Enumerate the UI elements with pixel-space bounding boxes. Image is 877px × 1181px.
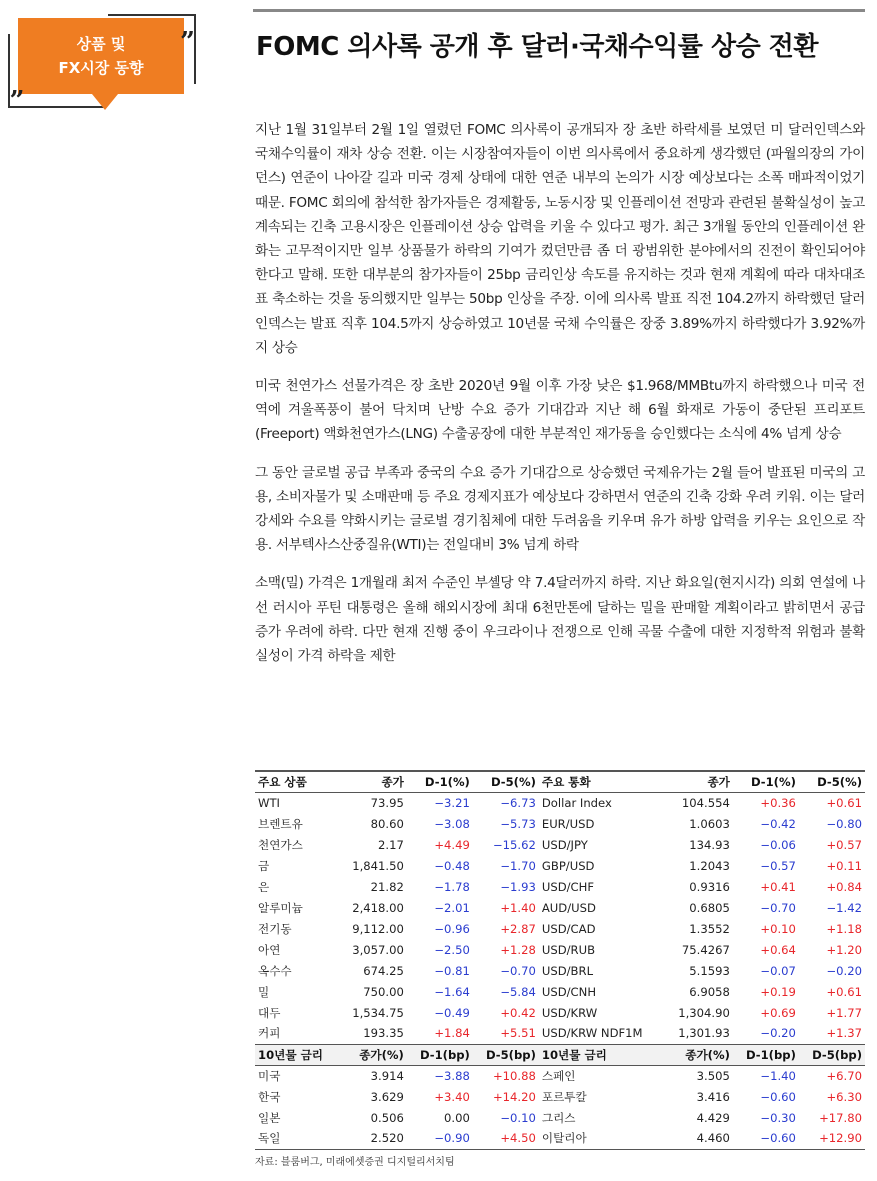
table-cell: −3.08 (434, 816, 470, 831)
table-cell: −0.70 (760, 900, 796, 915)
badge-tail (92, 94, 118, 110)
table-cell: 4.460 (665, 1128, 733, 1149)
table-cell: 6.9058 (689, 984, 730, 999)
table-row (255, 876, 865, 897)
table-cell: +0.69 (760, 1005, 796, 1020)
table-cell: 0.9316 (689, 879, 730, 894)
table-header-row (255, 1044, 865, 1065)
table-cell: −1.40 (760, 1068, 796, 1083)
table-cell: EUR/USD (541, 816, 595, 831)
column-header: 10년물 금리 (255, 1044, 339, 1065)
table-cell: 은 (258, 879, 270, 894)
table-cell: 0.506 (370, 1110, 404, 1125)
table-cell: −2.01 (434, 900, 470, 915)
table-cell: 1,301.93 (678, 1026, 730, 1041)
table-row (255, 1107, 865, 1128)
table-cell: 대두 (258, 1005, 281, 1020)
table-row (255, 981, 865, 1002)
table-cell: USD/JPY (541, 837, 588, 852)
table-cell: +5.51 (500, 1026, 536, 1041)
table-cell: +6.30 (826, 1089, 862, 1104)
source-note: 자료: 블룸버그, 미래에셋증권 디지털리서치팀 (255, 1156, 455, 1168)
table-cell: −2.50 (434, 942, 470, 957)
table-cell: 0.6805 (689, 900, 730, 915)
table-cell: USD/KRW (541, 1005, 598, 1020)
table-cell: 2,418.00 (352, 900, 404, 915)
table-cell: 그리스 (541, 1110, 576, 1125)
table-cell: −6.73 (500, 795, 536, 810)
table-cell: −0.60 (760, 1089, 796, 1104)
table-cell: 천연가스 (258, 837, 303, 852)
column-header: D-5(bp) (799, 1044, 865, 1065)
paragraph: 소맥(밀) 가격은 1개월래 최저 수준인 부셸당 약 7.4달러까지 하락. 지난 화요일(현지시각) 의회 연설에 나선 러시아 푸틴 대통령은 올해 해외시장에 최대 6천만톤에 달하는 밀을 판매할 계획이라고 밝히면서 공급증가 우려에 하락. 다만 현재 진행 중이 우크라이나 전쟁으로 인해 곡물 수출에 대한 지정학적 위험과 불확실성이 가격 하락을 제한 (255, 575, 865, 665)
table-cell: 브렌트유 (258, 816, 303, 831)
market-table-section (255, 770, 865, 1168)
table-cell: 금 (258, 858, 270, 873)
table-cell: +4.50 (473, 1128, 539, 1149)
table-cell: 포르투칼 (541, 1089, 587, 1104)
column-header: D-5(%) (799, 771, 865, 792)
table-cell: +0.19 (760, 984, 796, 999)
badge-frame-bottom (8, 106, 104, 108)
table-cell: +0.41 (760, 879, 796, 894)
table-cell: −1.78 (434, 879, 470, 894)
table-header-row (255, 771, 865, 792)
close-quote-icon: ” (180, 27, 195, 57)
table-cell: −0.70 (500, 963, 536, 978)
column-header: D-1(%) (407, 771, 473, 792)
table-row (255, 792, 865, 813)
table-cell: −0.30 (760, 1110, 796, 1125)
table-cell: 1.2043 (689, 858, 730, 873)
table-cell: +17.80 (819, 1110, 862, 1125)
title-rule (253, 9, 865, 12)
table-cell: +0.57 (826, 837, 862, 852)
column-header: 종가 (665, 771, 733, 792)
table-cell: −0.48 (434, 858, 470, 873)
table-cell: −3.21 (434, 795, 470, 810)
table-cell: −0.57 (760, 858, 796, 873)
badge-line1: 상품 및 (76, 35, 126, 53)
table-cell: 일본 (258, 1110, 281, 1125)
table-cell: −15.62 (492, 837, 536, 852)
table-row (255, 813, 865, 834)
table-row (255, 939, 865, 960)
table-cell: USD/BRL (541, 963, 594, 978)
table-cell: +0.11 (826, 858, 862, 873)
table-cell: 4.429 (696, 1110, 730, 1125)
table-cell: −0.42 (760, 816, 796, 831)
table-row (255, 960, 865, 981)
table-cell: +1.20 (826, 942, 862, 957)
table-row (255, 1128, 865, 1149)
table-cell: +14.20 (492, 1089, 536, 1104)
table-cell: +4.49 (434, 837, 470, 852)
table-cell: 193.35 (363, 1026, 404, 1041)
badge-box (18, 18, 184, 94)
table-cell: USD/KRW NDF1M (541, 1026, 643, 1041)
table-cell: +6.70 (826, 1068, 862, 1083)
table-cell: 75.4267 (681, 942, 730, 957)
table-cell: −5.73 (500, 816, 536, 831)
table-cell: 104.554 (681, 795, 730, 810)
table-cell: −1.64 (434, 984, 470, 999)
table-cell: +2.87 (500, 921, 536, 936)
table-cell: −0.20 (826, 963, 862, 978)
table-row (255, 897, 865, 918)
table-cell: −3.88 (434, 1068, 470, 1083)
table-cell: 3.914 (370, 1068, 404, 1083)
table-cell: 3,057.00 (352, 942, 404, 957)
table-row (255, 834, 865, 855)
table-cell: −0.49 (434, 1005, 470, 1020)
column-header: D-1(%) (733, 771, 799, 792)
open-quote-icon: „ (10, 71, 25, 101)
table-cell: 전기동 (258, 921, 292, 936)
paragraph: 지난 1월 31일부터 2월 1일 열렸던 FOMC 의사록이 공개되자 장 초반 하락세를 보였던 미 달러인덱스와 국채수익률이 재차 상승 전환. 이는 시장참여자들이 이번 의사록에서 중요하게 생각했던 (파월의장의 가이던스) 연준이 나아갈 길과 미국 경제 상태에 대한 연준 내부의 논의가 시장 예상보다는 소폭 매파적이었기 때문. FOMC 회의에 참석한 참가자들은 경제활동, 노동시장 및 인플레이션 전망과 관련된 불확실성이 높고 계속되는 긴축 고용시장은 인플레이션 상승 압력을 키울 수 있다고 평가. 최근 3개월 동안의 인플레이션 완화는 고무적이지만 일부 상품물가 하락의 기여가 컸던만큼 좀 더 광범위한 분야에서의 진전이 확인되어야 한다고 말해. 또한 대부분의 참가자들이 25bp 금리인상 속도를 유지하는 것과 현재 계획에 따라 대차대조표 축소하는 것을 동의했지만 일부는 50bp 인상을 주장. 이에 의사록 발표 직전 104.2까지 하락했던 달러인덱스는 발표 직후 104.5까지 상승하였고 10년물 국채 수익률은 장중 3.89%까지 하락했다가 3.92%까지 상승 (255, 122, 865, 356)
column-header: D-1(bp) (407, 1044, 473, 1065)
table-row (255, 1065, 865, 1086)
table-cell: −1.93 (500, 879, 536, 894)
badge-line2: FX시장 동향 (58, 59, 144, 77)
table-cell: +0.42 (500, 1005, 536, 1020)
table-cell: 아연 (258, 942, 281, 957)
table-row (255, 1086, 865, 1107)
badge-frame-top (108, 14, 196, 16)
table-cell: USD/CNH (541, 984, 597, 999)
column-header: 주요 상품 (255, 771, 339, 792)
table-cell: −1.70 (500, 858, 536, 873)
paragraph: 미국 천연가스 선물가격은 장 초반 2020년 9월 이후 가장 낮은 $1.968/MMBtu까지 하락했으나 미국 전역에 겨울폭풍이 불어 닥치며 난방 수요 증가 기대감과 지난 해 6월 화재로 가동이 중단된 프리포트(Freeport) 액화천연가스(LNG) 수출공장에 대한 부분적인 재가동을 승인했다는 소식에 4% 넘게 상승 (255, 378, 865, 443)
table-cell: +0.10 (760, 921, 796, 936)
table-cell: −0.07 (760, 963, 796, 978)
table-cell: USD/CHF (541, 879, 595, 894)
table-cell: USD/CAD (541, 921, 596, 936)
table-cell: 3.629 (370, 1089, 404, 1104)
table-cell: 한국 (258, 1089, 281, 1104)
table-cell: +1.18 (826, 921, 862, 936)
table-cell: +1.28 (500, 942, 536, 957)
table-cell: −5.84 (500, 984, 536, 999)
table-cell: 134.93 (689, 837, 730, 852)
table-cell: 0.00 (444, 1110, 470, 1125)
table-cell: −0.10 (500, 1110, 536, 1125)
table-cell: 1.3552 (689, 921, 730, 936)
column-header: 10년물 금리 (539, 1044, 665, 1065)
table-cell: 3.416 (696, 1089, 730, 1104)
table-cell: −0.81 (434, 963, 470, 978)
table-cell: 이탈리아 (539, 1128, 665, 1149)
table-cell: 21.82 (370, 879, 404, 894)
table-cell: +12.90 (799, 1128, 865, 1149)
table-cell: +0.36 (760, 795, 796, 810)
table-cell: −0.90 (407, 1128, 473, 1149)
table-cell: 73.95 (370, 795, 404, 810)
table-cell: 750.00 (363, 984, 404, 999)
table-cell: WTI (258, 795, 280, 810)
table-cell: 80.60 (370, 816, 404, 831)
column-header: D-5(bp) (473, 1044, 539, 1065)
table-cell: 2.520 (339, 1128, 407, 1149)
table-cell: GBP/USD (541, 858, 595, 873)
table-row (255, 918, 865, 939)
table-cell: 알루미늄 (258, 900, 303, 915)
table-cell: +0.64 (760, 942, 796, 957)
column-header: D-5(%) (473, 771, 539, 792)
table-cell: 밀 (258, 984, 270, 999)
table-cell: −0.60 (733, 1128, 799, 1149)
table-cell: 미국 (258, 1068, 281, 1083)
table-cell: 옥수수 (258, 963, 292, 978)
table-cell: −0.80 (826, 816, 862, 831)
table-cell: +0.84 (826, 879, 862, 894)
table-cell: 1,304.90 (678, 1005, 730, 1020)
table-cell: 커피 (258, 1026, 281, 1041)
column-header: D-1(bp) (733, 1044, 799, 1065)
table-cell: 독일 (255, 1128, 339, 1149)
table-row (255, 1023, 865, 1044)
table-cell: 674.25 (363, 963, 404, 978)
table-cell: 1.0603 (689, 816, 730, 831)
table-cell: USD/RUB (541, 942, 596, 957)
table-cell: +1.40 (500, 900, 536, 915)
table-cell: AUD/USD (541, 900, 596, 915)
table-cell: Dollar Index (541, 795, 612, 810)
table-cell: 2.17 (378, 837, 404, 852)
paragraph: 그 동안 글로벌 공급 부족과 중국의 수요 증가 기대감으로 상승했던 국제유가는 2월 들어 발표된 미국의 고용, 소비자물가 및 소매판매 등 주요 경제지표가 예상보다 강하면서 연준의 긴축 강화 우려 키워. 이는 달러강세와 수요를 약화시키는 글로벌 경기침체에 대한 두려움을 키우며 유가 하방 압력을 키우는 요인으로 작용. 서부텍사스산중질유(WTI)는 전일대비 3% 넘게 하락 (255, 464, 865, 554)
table-cell: +1.37 (826, 1026, 862, 1041)
table-cell: +0.61 (826, 984, 862, 999)
table-cell: +1.84 (434, 1026, 470, 1041)
table-cell: +10.88 (492, 1068, 536, 1083)
section-badge (8, 14, 198, 124)
table-cell: −1.42 (826, 900, 862, 915)
table-cell: −0.06 (760, 837, 796, 852)
column-header: 주요 통화 (539, 771, 665, 792)
table-cell: 1,841.50 (352, 858, 404, 873)
table-cell: −0.20 (760, 1026, 796, 1041)
table-cell: +3.40 (434, 1089, 470, 1104)
table-cell: +0.61 (826, 795, 862, 810)
page-title: FOMC 의사록 공개 후 달러·국채수익률 상승 전환 (256, 32, 818, 62)
table-row (255, 855, 865, 876)
market-table (255, 770, 865, 1150)
table-cell: 5.1593 (689, 963, 730, 978)
column-header: 종가(%) (339, 1044, 407, 1065)
table-cell: 9,112.00 (352, 921, 404, 936)
table-row (255, 1002, 865, 1023)
table-cell: −0.96 (434, 921, 470, 936)
article-body (255, 118, 865, 682)
column-header: 종가(%) (665, 1044, 733, 1065)
table-cell: 스페인 (541, 1068, 576, 1083)
column-header: 종가 (339, 771, 407, 792)
table-cell: +1.77 (826, 1005, 862, 1020)
table-cell: 3.505 (696, 1068, 730, 1083)
table-cell: 1,534.75 (352, 1005, 404, 1020)
